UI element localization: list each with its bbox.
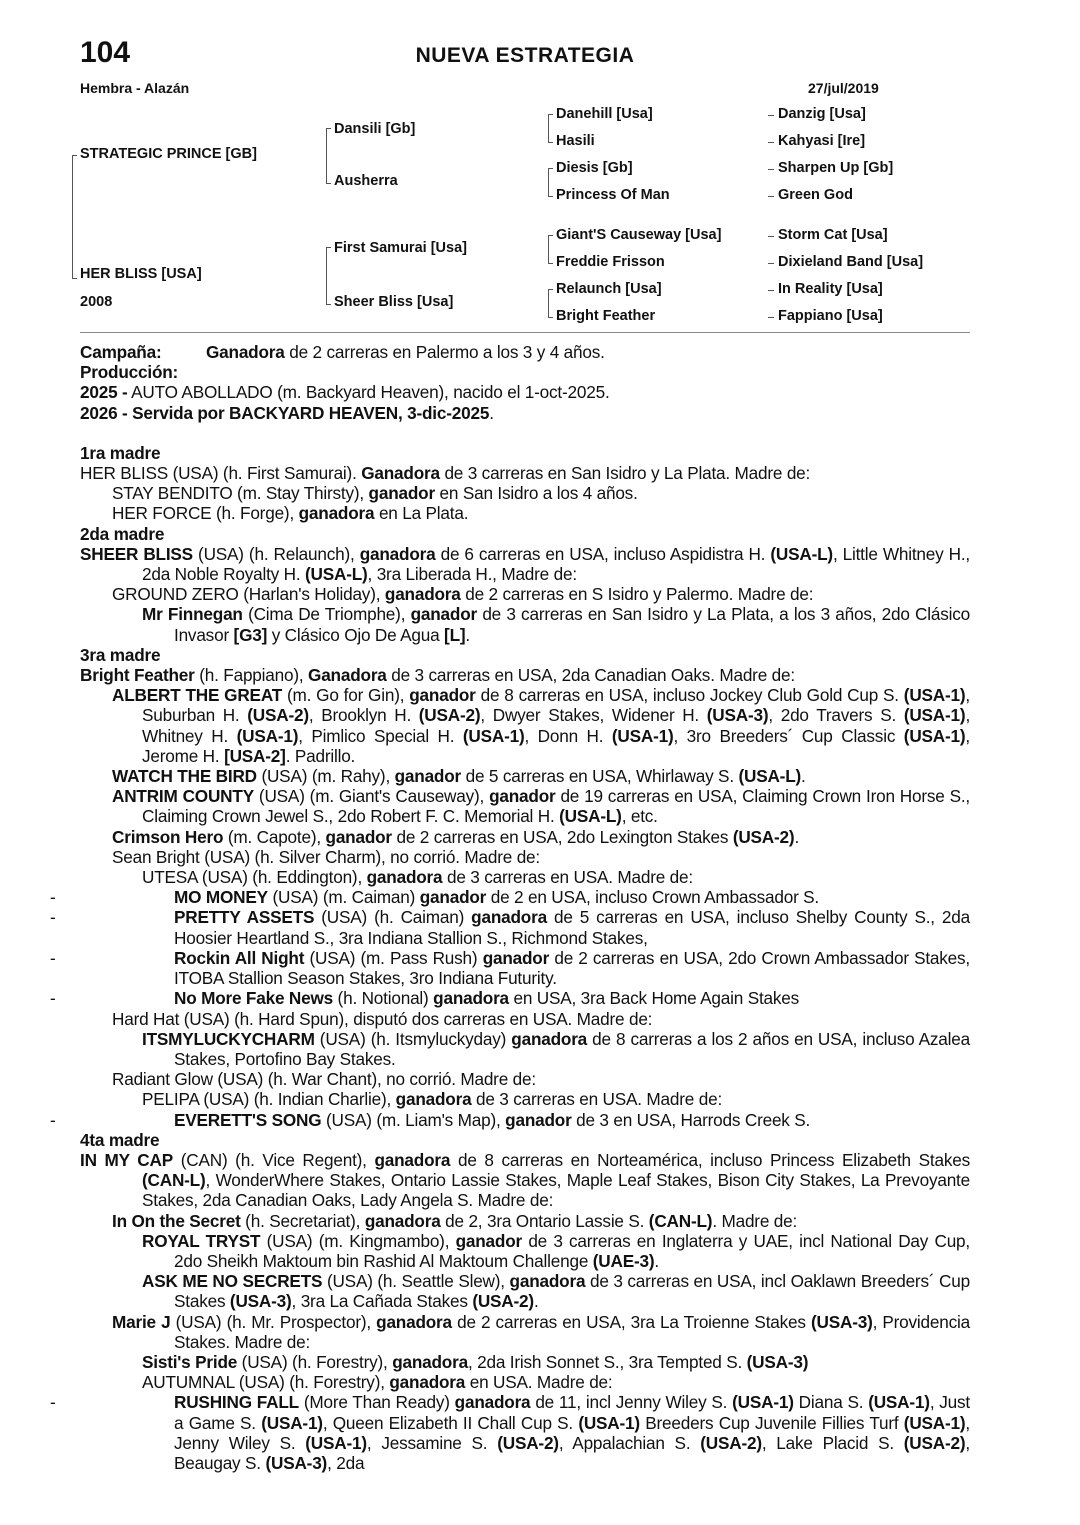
bold-text: Ganadora [361,463,440,484]
bold-text: (USA-1) [611,725,674,746]
text-segment: , 3ra La Cañada Stakes [291,1291,473,1312]
campaign-text: de 2 carreras en Palermo a los 3 y 4 años. [284,342,605,362]
text-segment: (More Than Ready) [298,1392,455,1413]
text-segment: en USA. Madre de: [465,1372,613,1393]
pedigree-gen4: In Reality [Usa] [778,281,883,297]
bold-text: ganadora [509,1271,586,1292]
text-segment: de 5 carreras en USA, Whirlaway S. [461,766,739,787]
text-segment: de 3 carreras en USA, 2da Canadian Oaks. Madre de: [386,665,795,686]
bold-text: (USA-3) [229,1291,292,1312]
heading-3ra-madre: 3ra madre [80,644,161,665]
pedigree-bracket [72,155,77,279]
text-segment: , Queen Elizabeth II Chall Cup S. [322,1412,579,1433]
paragraph [80,503,970,523]
paragraph [80,1029,970,1069]
heading-1ra-madre: 1ra madre [80,442,161,463]
bold-text: ganadora [359,543,436,564]
bold-text: (USA-3) [746,1351,809,1372]
bold-text: Ganadora [308,665,387,686]
text-segment: UTESA (USA) (h. Eddington), [142,867,367,888]
bold-text: ganador [419,887,487,908]
text-segment: de 8 carreras a los 2 años en USA, incluso Azalea Stakes, Portofino Bay Stakes. [174,1028,970,1069]
text-segment: (Cima De Triomphe), [242,604,411,625]
bold-text: (CAN-L) [648,1210,713,1231]
pedigree-gen2: Ausherra [334,173,398,189]
text-segment: de 3 carreras en Inglaterra y UAE, incl National Day Cup, 2do Sheikh Maktoum bin Rashid Al Maktoum Challenge [174,1230,970,1271]
text-segment: Hard Hat (USA) (h. Hard Spun), disputó dos carreras en USA. Madre de: [112,1008,653,1029]
bold-text: Sisti's Pride [142,1351,238,1372]
bold-text: RUSHING FALL [174,1392,299,1413]
paragraph [80,463,970,483]
text-segment: Diana S. [793,1392,869,1413]
bold-text: ANTRIM COUNTY [112,786,254,807]
pedigree-gen4: Storm Cat [Usa] [778,227,888,243]
bold-text: (USA-1) [732,1392,794,1413]
bold-text: (USA-1) [462,725,525,746]
bold-text: WATCH THE BIRD [112,766,257,787]
text-segment: y Clásico Ojo De Agua [267,624,445,645]
text-segment: de 2 carreras en S Isidro y Palermo. Madre de: [460,584,814,605]
pedigree-gen2: Sheer Bliss [Usa] [334,294,454,310]
paragraph [80,867,970,887]
campaign-bold: Ganadora [206,342,285,362]
bold-text: ganadora [366,867,443,888]
text-segment: (m. Go for Gin), [282,685,410,706]
text-segment: , 2da [327,1452,365,1473]
text-segment: (USA) (h. Forestry), [237,1351,393,1372]
pedigree-gen4: Dixieland Band [Usa] [778,254,924,270]
production-2026 [80,403,970,423]
paragraph [80,1312,970,1352]
text-segment: (USA) (h. Caiman) [314,907,472,928]
text-segment: , Jenny Wiley S. [174,1412,970,1453]
text-segment: de 5 carreras en USA, incluso Shelby County S., 2da Hoosier Heartland S., 3ra Indiana Stallion S., Richmond Stakes, [174,907,970,948]
horse-name: NUEVA ESTRATEGIA [415,44,635,67]
text-segment: (h. Notional) [332,988,434,1009]
text-segment: (h. Fappiano), [194,665,309,686]
bold-text: (USA-L) [738,766,802,787]
bold-text: ganador [394,766,462,787]
paragraph [80,1211,970,1231]
text-segment: PELIPA (USA) (h. Indian Charlie), [142,1089,396,1110]
campaign-line [80,342,970,362]
bold-text: (CAN-L) [142,1170,206,1191]
bold-text: (USA-1) [261,1412,323,1433]
paragraph [80,1231,970,1271]
text-segment: , Just a Game S. [174,1392,971,1433]
text-segment: Radiant Glow (USA) (h. War Chant), no corrió. Madre de: [112,1069,536,1090]
sex-color: Hembra - Alazán [80,80,190,96]
bold-text: (USA-1) [903,1412,966,1433]
text-segment: , Little Whitney H., 2da Noble Royalty H. [142,543,970,585]
bold-text: ganador [455,1230,522,1251]
text-segment: (USA) (m. Kingmambo), [260,1230,456,1251]
bold-text: ASK ME NO SECRETS [142,1271,323,1292]
paragraph [80,1110,970,1130]
bold-text: (USA-1) [903,725,966,746]
text-segment: AUTUMNAL (USA) (h. Forestry), [142,1372,390,1393]
paragraph [80,685,970,766]
text-segment: . [465,624,470,645]
bold-text: ALBERT THE GREAT [112,685,283,706]
paragraph [80,907,970,947]
bold-text: No More Fake News [174,988,333,1009]
bold-text: (USA-2) [700,1432,762,1453]
bold-text: ganador [368,483,435,504]
bold-text: PRETTY ASSETS [174,907,315,928]
bold-text: (USA-L) [770,543,833,564]
text-segment: de 3 carreras en USA. Madre de: [471,1089,723,1110]
bold-text: ganador [489,786,556,807]
text-segment: . [801,766,806,787]
text-segment: (USA) (h. Mr. Prospector), [170,1311,377,1332]
bold-text: (USA-2) [903,1432,966,1453]
text-segment: , WonderWhere Stakes, Ontario Lassie Stakes, Maple Leaf Stakes, Bison City Stakes, La Prevoyante Stakes, 2da Canadian Oaks, Lady Angela S. Madre de: [142,1170,970,1211]
text-segment: de 2 carreras en USA, 3ra La Troienne Stakes [451,1311,811,1332]
production-2025 [80,382,970,402]
bold-text: ROYAL TRYST [142,1230,261,1251]
bold-text: ganadora [384,584,461,605]
text-segment: (h. Secretariat), [240,1210,365,1231]
paragraph [80,1372,970,1392]
bold-text: [USA-2] [224,745,286,766]
text-segment: . Padrillo. [285,745,356,766]
pedigree-tick [768,317,774,318]
paragraph [80,1069,970,1089]
paragraph [80,584,970,604]
text-segment: , Brooklyn H. [308,705,419,726]
pedigree-gen3: Bright Feather [556,308,656,324]
pedigree-tick [768,263,774,264]
text-segment: STAY BENDITO (m. Stay Thirsty), [112,483,369,504]
bold-text: (USA-2) [247,705,309,726]
text-segment: en La Plata. [374,503,469,524]
pedigree-gen4: Danzig [Usa] [778,106,866,122]
text-segment: , Beaugay S. [174,1432,970,1473]
bold-text: (USA-1) [236,725,299,746]
text-segment: , 2da Irish Sonnet S., 3ra Tempted S. [467,1351,747,1372]
bold-text: ganadora [374,1149,451,1170]
bold-text: ganadora [389,1372,466,1393]
pedigree-dam: HER BLISS [USA] [80,266,202,282]
bold-text: Bright Feather [80,665,195,686]
text-segment: . [533,1291,539,1312]
text-segment: . Madre de: [712,1210,798,1231]
pedigree-gen3: Hasili [556,133,595,149]
pedigree-gen3: Freddie Frisson [556,254,665,270]
bold-text: (USA-2) [472,1291,534,1312]
bold-text: EVERETT'S SONG [174,1109,322,1130]
text-segment: , etc. [621,806,658,827]
text-segment: (USA) (m. Rahy), [256,766,395,787]
production-2026-end: . [489,402,494,423]
paragraph [80,1009,970,1029]
text-segment: (USA) (m. Caiman) [267,887,420,908]
bold-text: [L] [444,624,466,645]
paragraph [80,483,970,503]
text-segment: de 6 carreras en USA, incluso Aspidistra H. [435,543,771,564]
pedigree-tick [768,142,774,143]
bold-text: In On the Secret [112,1210,241,1231]
bold-text: ganadora [511,1028,588,1049]
pedigree-bracket [548,114,553,143]
bold-text: ganadora [376,1311,452,1332]
paragraph [80,948,970,988]
paragraph [80,604,970,644]
bold-text: (USA-1) [578,1412,640,1433]
bold-text: ganadora [454,1392,531,1413]
bold-text: SHEER BLISS [80,543,193,564]
bold-text: ganadora [471,907,547,928]
birth-date: 27/jul/2019 [808,80,879,96]
bold-text: (USA-L) [304,564,368,585]
pedigree-gen2: Dansili [Gb] [334,121,416,137]
text-segment: de 2, 3ra Ontario Lassie S. [440,1210,649,1231]
text-segment: , Lake Placid S. [761,1432,904,1453]
pedigree-gen4: Sharpen Up [Gb] [778,160,894,176]
bold-text: (USA-3) [706,705,769,726]
lot-number: 104 [80,36,131,69]
pedigree-bracket [326,128,331,184]
text-segment: , Suburban H. [142,685,970,726]
text-segment: Sean Bright (USA) (h. Silver Charm), no corrió. Madre de: [112,846,540,867]
pedigree-tick [768,169,774,170]
bold-text: ganadora [298,503,375,524]
text-segment: , Dwyer Stakes, Widener H. [480,705,707,726]
text-segment: de 3 carreras en USA, incl Oaklawn Breeders´ Cup Stakes [174,1271,970,1312]
pedigree-tick [768,290,774,291]
bold-text: (USA-2) [418,705,481,726]
pedigree-bracket [548,168,553,197]
bold-text: ITSMYLUCKYCHARM [142,1028,315,1049]
bold-text: ganadora [433,988,509,1009]
text-segment: , Jerome H. [142,725,970,766]
pedigree-gen4: Fappiano [Usa] [778,308,883,324]
pedigree-tick [768,196,774,197]
production-label: Producción: [80,362,179,383]
pedigree-gen3: Danehill [Usa] [556,106,653,122]
bold-text: ganador [482,947,550,968]
paragraph [80,1352,970,1372]
pedigree-bracket [548,235,553,264]
paragraph [80,786,970,826]
bold-text: MO MONEY [174,887,268,908]
text-segment: , 3ra Liberada H., Madre de: [367,564,577,585]
text-segment: , Providencia Stakes. Madre de: [174,1311,970,1352]
text-segment: en USA, 3ra Back Home Again Stakes [508,988,800,1009]
bold-text: (UAE-3) [592,1250,655,1271]
bold-text: (USA-1) [868,1392,930,1413]
text-segment: (m. Capote), [223,826,326,847]
pedigree-bracket [548,289,553,318]
text-segment: GROUND ZERO (Harlan's Holiday), [112,584,385,605]
text-segment: en San Isidro a los 4 años. [434,483,638,504]
pedigree-sire: STRATEGIC PRINCE [GB] [80,146,257,162]
heading-4ta-madre: 4ta madre [80,1129,160,1150]
pedigree-gen4: Kahyasi [Ire] [778,133,866,149]
paragraph [80,665,970,685]
text-segment: (USA) (h. Seattle Slew), [322,1271,510,1292]
text-segment: (CAN) (h. Vice Regent), [173,1149,375,1170]
campaign-label: Campaña: [80,342,162,362]
text-segment: (USA) (h. Itsmyluckyday) [314,1028,512,1049]
text-segment: (USA) (m. Pass Rush) [304,947,483,968]
text-segment: , Jessamine S. [366,1432,498,1453]
bold-text: ganadora [395,1089,472,1110]
text-segment: , Pimlico Special H. [298,725,463,746]
text-segment: de 2 carreras en USA, 2do Lexington Stakes [391,826,733,847]
pedigree-gen3: Relaunch [Usa] [556,281,662,297]
pedigree-tick [768,115,774,116]
bold-text: [G3] [233,624,268,645]
text-segment: . [794,826,800,847]
bold-text: (USA-3) [810,1311,873,1332]
paragraph [80,988,970,1008]
text-segment: de 3 carreras en San Isidro y La Plata, a los 3 años, 2do Clásico Invasor [174,604,970,645]
bold-text: (USA-L) [559,806,622,827]
paragraph [80,1271,970,1311]
bold-text: (USA-1) [305,1432,367,1453]
text-segment: HER BLISS (USA) (h. First Samurai). [80,463,362,484]
text-segment: Breeders Cup Juvenile Fillies Turf [639,1412,904,1433]
text-segment: , Appalachian S. [558,1432,701,1453]
paragraph [80,1150,970,1211]
text-segment: (USA) (m. Giant's Causeway), [253,786,490,807]
text-segment: de 11, incl Jenny Wiley S. [530,1392,733,1413]
bold-text: Crimson Hero [112,826,224,847]
production-2025-year: 2025 - [80,382,128,403]
text-segment: de 3 en USA, Harrods Creek S. [571,1109,811,1130]
pedigree-bracket [326,247,331,305]
pedigree-tick [768,236,774,237]
bold-text: IN MY CAP [80,1149,173,1170]
text-segment: HER FORCE (h. Forge), [112,503,299,524]
pedigree-gen2: First Samurai [Usa] [334,240,467,256]
text-segment: . [654,1250,659,1271]
divider [80,332,970,333]
bold-text: (USA-1) [903,705,966,726]
bold-text: Mr Finnegan [142,604,243,625]
paragraph [80,544,970,584]
paragraph [80,1089,970,1109]
text-segment: de 19 carreras en USA, Claiming Crown Iron Horse S., Claiming Crown Jewel S., 2do Robert F. C. Memorial H. [142,786,970,827]
paragraph [80,1392,970,1473]
pedigree-gen4: Green God [778,187,853,203]
text-segment: , 2do Travers S. [768,705,904,726]
text-segment: , 3ro Breeders´ Cup Classic [673,725,904,746]
text-segment: (USA) (m. Liam's Map), [321,1109,506,1130]
bold-text: (USA-2) [732,826,795,847]
text-segment: de 3 carreras en San Isidro y La Plata. Madre de: [439,463,811,484]
paragraph [80,847,970,867]
production-2025-text: AUTO ABOLLADO (m. Backyard Heaven), nacido el 1-oct-2025. [127,382,610,403]
text-segment: de 2 en USA, incluso Crown Ambassador S. [486,887,820,908]
text-segment: de 3 carreras en USA. Madre de: [442,867,693,888]
bold-text: Marie J [112,1311,171,1332]
bold-text: ganador [409,685,476,706]
bold-text: (USA-3) [265,1452,328,1473]
bold-text: ganador [505,1109,572,1130]
bold-text: (USA-2) [497,1432,559,1453]
paragraph [80,827,970,847]
paragraph [80,766,970,786]
pedigree-gen3: Diesis [Gb] [556,160,633,176]
bold-text: (USA-1) [903,685,966,706]
heading-2da-madre: 2da madre [80,523,165,544]
pedigree-gen3: Princess Of Man [556,187,670,203]
paragraph [80,887,970,907]
text-segment: , Donn H. [524,725,612,746]
pedigree-dam-year: 2008 [80,294,113,310]
bold-text: ganador [410,604,477,625]
catalog-body [80,342,970,1473]
bold-text: ganadora [392,1351,468,1372]
text-segment: (USA) (h. Relaunch), [192,543,360,564]
text-segment: de 8 carreras en USA, incluso Jockey Club Gold Cup S. [475,685,904,706]
text-segment: de 8 carreras en Norteamérica, incluso Princess Elizabeth Stakes [450,1149,970,1170]
text-segment: de 2 carreras en USA, 2do Crown Ambassador Stakes, ITOBA Stallion Season Stakes, 3ro Indiana Futurity. [174,947,971,989]
bold-text: ganadora [364,1210,441,1231]
production-2026-text: 2026 - Servida por BACKYARD HEAVEN, 3-dic-2025 [80,402,490,423]
bold-text: ganador [325,826,392,847]
bold-text: Rockin All Night [174,947,305,968]
text-segment: , Whitney H. [142,705,971,746]
pedigree-gen3: Giant'S Causeway [Usa] [556,227,722,243]
